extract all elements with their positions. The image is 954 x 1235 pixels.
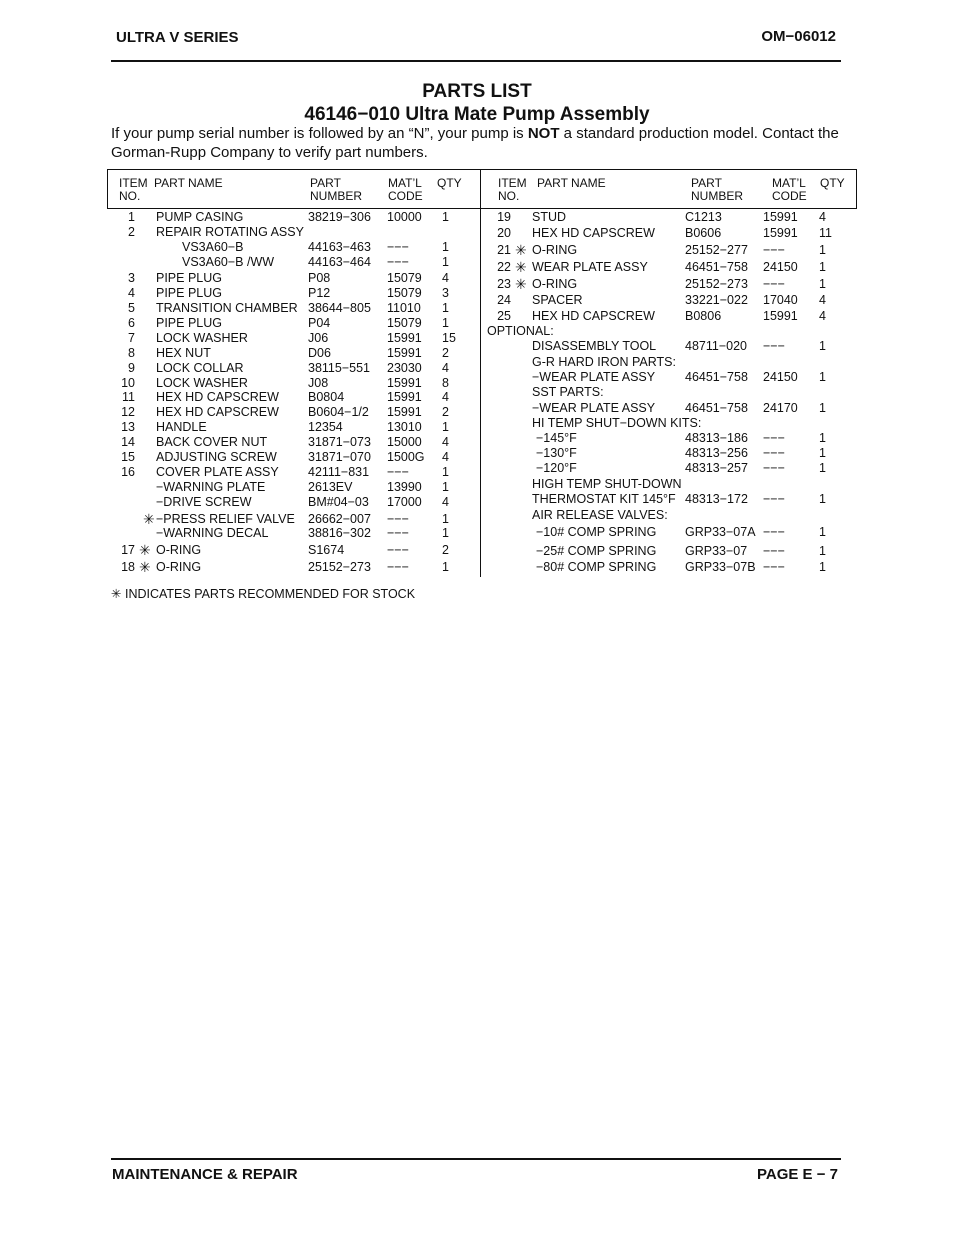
col-qty-left: QTY (437, 176, 462, 190)
material-code: 15991 (387, 331, 422, 345)
material-code: 17040 (763, 293, 798, 307)
footnote-text: INDICATES PARTS RECOMMENDED FOR STOCK (124, 587, 416, 601)
col-item-right: ITEM NO. (498, 176, 527, 203)
part-name: LOCK WASHER (156, 376, 248, 390)
intro-text-2: a standard production model. Contact the Gorman-Rupp Company to verify part numbers. (111, 125, 839, 161)
part-name: HI TEMP SHUT−DOWN KITS: (532, 416, 702, 430)
part-number: GRP33−07A (685, 525, 756, 539)
material-code: 24150 (763, 260, 798, 274)
intro-paragraph (111, 124, 851, 162)
item-number: 1 (128, 210, 135, 224)
item-number: 22 (497, 260, 511, 274)
quantity: 1 (819, 277, 826, 291)
material-code: −−− (763, 243, 785, 257)
part-name: HEX HD CAPSCREW (156, 390, 279, 404)
quantity: 1 (442, 420, 449, 434)
quantity: 1 (819, 339, 826, 353)
part-number: 31871−070 (308, 450, 371, 464)
quantity: 1 (819, 431, 826, 445)
item-number: 6 (128, 316, 135, 330)
material-code: 24150 (763, 370, 798, 384)
part-name: HEX NUT (156, 346, 211, 360)
material-code: −−− (763, 560, 785, 574)
part-number: P04 (308, 316, 331, 330)
part-number: B0604−1/2 (308, 405, 369, 419)
part-name: HEX HD CAPSCREW (532, 226, 655, 240)
item-number: 18 (121, 560, 135, 574)
part-number: 26662−007 (308, 512, 371, 526)
quantity: 4 (442, 495, 449, 509)
material-code: −−− (763, 277, 785, 291)
quantity: 1 (819, 560, 826, 574)
star-icon: ✳ (515, 242, 527, 258)
item-number: 24 (497, 293, 511, 307)
col-matl-left: MAT’L CODE (388, 176, 423, 203)
quantity: 1 (442, 316, 449, 330)
part-name: SST PARTS: (532, 385, 604, 399)
material-code: 15991 (387, 376, 422, 390)
part-name: DISASSEMBLY TOOL (532, 339, 657, 353)
part-number: GRP33−07 (685, 544, 748, 558)
part-name: −DRIVE SCREW (156, 495, 252, 509)
col-matl-right: MAT’L CODE (772, 176, 807, 203)
series-header: ULTRA V SERIES (116, 29, 239, 46)
quantity: 1 (819, 492, 826, 506)
section-footer: MAINTENANCE & REPAIR (112, 1166, 298, 1183)
col-item-left: ITEM NO. (119, 176, 148, 203)
quantity: 1 (442, 210, 449, 224)
part-name: O-RING (532, 277, 578, 291)
part-name: REPAIR ROTATING ASSY (156, 225, 304, 239)
header-rule (111, 60, 841, 62)
part-name: PUMP CASING (156, 210, 244, 224)
part-name: G-R HARD IRON PARTS: (532, 355, 676, 369)
part-name: WEAR PLATE ASSY (532, 260, 648, 274)
part-number: 25152−273 (685, 277, 748, 291)
part-number: D06 (308, 346, 331, 360)
part-name: STUD (532, 210, 567, 224)
col-partnumber-right: PART NUMBER (691, 176, 744, 203)
part-name: HIGH TEMP SHUT-DOWN (532, 477, 682, 491)
part-name: LOCK WASHER (156, 331, 248, 345)
part-number: S1674 (308, 543, 345, 557)
item-number: 16 (121, 465, 135, 479)
item-number: 19 (497, 210, 511, 224)
part-name: O-RING (156, 560, 202, 574)
part-number: J06 (308, 331, 329, 345)
quantity: 4 (819, 293, 826, 307)
item-number: 23 (497, 277, 511, 291)
part-number: B0806 (685, 309, 722, 323)
material-code: 23030 (387, 361, 422, 375)
part-number: 12354 (308, 420, 343, 434)
part-name: PIPE PLUG (156, 271, 222, 285)
part-name: THERMOSTAT KIT 145°F (532, 492, 676, 506)
part-name: −WARNING PLATE (156, 480, 266, 494)
part-name: HEX HD CAPSCREW (156, 405, 279, 419)
material-code: −−− (763, 431, 785, 445)
part-name: −80# COMP SPRING (536, 560, 657, 574)
quantity: 4 (442, 390, 449, 404)
item-number: 4 (128, 286, 135, 300)
document-number: OM−06012 (761, 28, 836, 45)
quantity: 4 (442, 271, 449, 285)
col-partname-right: PART NAME (537, 176, 606, 190)
material-code: 15991 (387, 405, 422, 419)
quantity: 11 (819, 226, 832, 240)
material-code: −−− (763, 339, 785, 353)
star-icon: ✳ (143, 511, 155, 527)
material-code: −−− (387, 255, 409, 269)
part-name: ADJUSTING SCREW (156, 450, 277, 464)
part-name: −WEAR PLATE ASSY (532, 370, 656, 384)
part-number: 38115−551 (308, 361, 370, 375)
part-number: 48313−186 (685, 431, 748, 445)
part-number: 33221−022 (685, 293, 748, 307)
col-qty-right: QTY (820, 176, 845, 190)
part-name: −WARNING DECAL (156, 526, 269, 540)
quantity: 1 (819, 260, 826, 274)
quantity: 1 (819, 461, 826, 475)
item-number: 8 (128, 346, 135, 360)
material-code: 1500G (387, 450, 425, 464)
part-number: 2613EV (308, 480, 353, 494)
intro-emphasis: NOT (527, 125, 560, 142)
material-code: 13990 (387, 480, 422, 494)
stock-footnote (111, 586, 415, 601)
part-number: GRP33−07B (685, 560, 756, 574)
part-number: 44163−463 (308, 240, 371, 254)
item-number: 14 (121, 435, 135, 449)
quantity: 4 (819, 309, 826, 323)
part-name: LOCK COLLAR (156, 361, 244, 375)
material-code: 15991 (763, 309, 798, 323)
material-code: 15079 (387, 316, 422, 330)
part-name: HANDLE (156, 420, 207, 434)
material-code: −−− (763, 544, 785, 558)
assembly-title: 46146−010 Ultra Mate Pump Assembly (304, 104, 650, 125)
part-name: VS3A60−B /WW (182, 255, 275, 269)
material-code: −−− (763, 446, 785, 460)
col-partname-left: PART NAME (154, 176, 223, 190)
part-number: 48313−256 (685, 446, 748, 460)
material-code: 24170 (763, 401, 798, 415)
quantity: 1 (819, 525, 826, 539)
quantity: 4 (442, 450, 449, 464)
material-code: 15079 (387, 271, 422, 285)
quantity: 1 (819, 544, 826, 558)
page-title: PARTS LIST (422, 81, 532, 102)
quantity: 2 (442, 405, 449, 419)
quantity: 1 (442, 465, 449, 479)
part-name: −WEAR PLATE ASSY (532, 401, 656, 415)
material-code: 13010 (387, 420, 422, 434)
material-code: −−− (763, 525, 785, 539)
part-name: TRANSITION CHAMBER (156, 301, 298, 315)
part-name: −PRESS RELIEF VALVE (156, 512, 295, 526)
material-code: −−− (387, 526, 409, 540)
part-number: B0606 (685, 226, 722, 240)
quantity: 1 (442, 255, 449, 269)
quantity: 1 (442, 480, 449, 494)
material-code: 10000 (387, 210, 422, 224)
part-number: 48711−020 (685, 339, 747, 353)
intro-text-1: If your pump serial number is followed by an “N”, your pump is (111, 125, 528, 142)
part-name: AIR RELEASE VALVES: (532, 508, 668, 522)
material-code: −−− (387, 512, 409, 526)
part-number: 46451−758 (685, 401, 748, 415)
material-code: 15991 (763, 226, 798, 240)
quantity: 2 (442, 346, 449, 360)
page-number: PAGE E − 7 (756, 1166, 838, 1183)
quantity: 1 (442, 526, 449, 540)
item-number: 17 (121, 543, 135, 557)
part-name: −130°F (536, 446, 577, 460)
quantity: 1 (442, 560, 449, 574)
quantity: 4 (442, 361, 449, 375)
part-name: O-RING (532, 243, 578, 257)
part-name: −145°F (536, 431, 577, 445)
parts-table (107, 169, 857, 577)
part-number: 38816−302 (308, 526, 371, 540)
star-icon: ✳ (515, 276, 527, 292)
part-number: C1213 (685, 210, 722, 224)
material-code: 15000 (387, 435, 422, 449)
material-code: −−− (763, 461, 785, 475)
item-number: 21 (497, 243, 511, 257)
part-number: J08 (308, 376, 329, 390)
part-name: O-RING (156, 543, 202, 557)
material-code: 15991 (387, 390, 422, 404)
material-code: 11010 (387, 301, 421, 315)
part-number: 38219−306 (308, 210, 371, 224)
item-number: 13 (121, 420, 135, 434)
star-icon: ✳ (139, 559, 151, 575)
item-number: 25 (497, 309, 511, 323)
star-icon: ✳ (139, 542, 151, 558)
quantity: 15 (442, 331, 456, 345)
star-icon: ✳ (111, 587, 122, 601)
material-code: 15991 (763, 210, 798, 224)
quantity: 3 (442, 286, 449, 300)
star-icon: ✳ (515, 259, 527, 275)
part-number: B0804 (308, 390, 345, 404)
quantity: 8 (442, 376, 449, 390)
item-number: 10 (121, 376, 135, 390)
part-name: OPTIONAL: (487, 324, 554, 338)
part-name: BACK COVER NUT (156, 435, 268, 449)
part-number: P12 (308, 286, 331, 300)
footer-rule (111, 1158, 841, 1160)
quantity: 1 (819, 370, 826, 384)
quantity: 2 (442, 543, 449, 557)
quantity: 1 (442, 240, 449, 254)
part-name: PIPE PLUG (156, 316, 222, 330)
material-code: −−− (763, 492, 785, 506)
part-number: 48313−257 (685, 461, 748, 475)
material-code: 15991 (387, 346, 422, 360)
item-number: 15 (121, 450, 135, 464)
item-number: 5 (128, 301, 135, 315)
part-number: 25152−273 (308, 560, 371, 574)
material-code: −−− (387, 560, 409, 574)
part-number: 48313−172 (685, 492, 748, 506)
material-code: 15079 (387, 286, 422, 300)
part-number: 44163−464 (308, 255, 371, 269)
part-number: 46451−758 (685, 370, 748, 384)
item-number: 7 (128, 331, 135, 345)
part-number: 42111−831 (308, 465, 370, 479)
item-number: 9 (128, 361, 135, 375)
material-code: 17000 (387, 495, 422, 509)
col-partnumber-left: PART NUMBER (310, 176, 363, 203)
part-number: P08 (308, 271, 331, 285)
item-number: 12 (121, 405, 135, 419)
item-number: 3 (128, 271, 135, 285)
part-number: 38644−805 (308, 301, 371, 315)
quantity: 1 (442, 512, 449, 526)
part-number: 25152−277 (685, 243, 748, 257)
item-number: 11 (122, 390, 135, 404)
item-number: 2 (128, 225, 135, 239)
part-name: VS3A60−B (182, 240, 244, 254)
material-code: −−− (387, 240, 409, 254)
part-name: SPACER (532, 293, 583, 307)
item-number: 20 (497, 226, 511, 240)
quantity: 1 (442, 301, 449, 315)
quantity: 1 (819, 401, 826, 415)
part-name: −10# COMP SPRING (536, 525, 657, 539)
material-code: −−− (387, 465, 409, 479)
quantity: 1 (819, 243, 826, 257)
part-name: PIPE PLUG (156, 286, 222, 300)
part-name: −25# COMP SPRING (536, 544, 657, 558)
part-number: 46451−758 (685, 260, 748, 274)
part-name: HEX HD CAPSCREW (532, 309, 655, 323)
quantity: 4 (819, 210, 826, 224)
quantity: 4 (442, 435, 449, 449)
part-number: 31871−073 (308, 435, 371, 449)
material-code: −−− (387, 543, 409, 557)
part-name: COVER PLATE ASSY (156, 465, 279, 479)
part-name: −120°F (536, 461, 577, 475)
part-number: BM#04−03 (308, 495, 369, 509)
quantity: 1 (819, 446, 826, 460)
